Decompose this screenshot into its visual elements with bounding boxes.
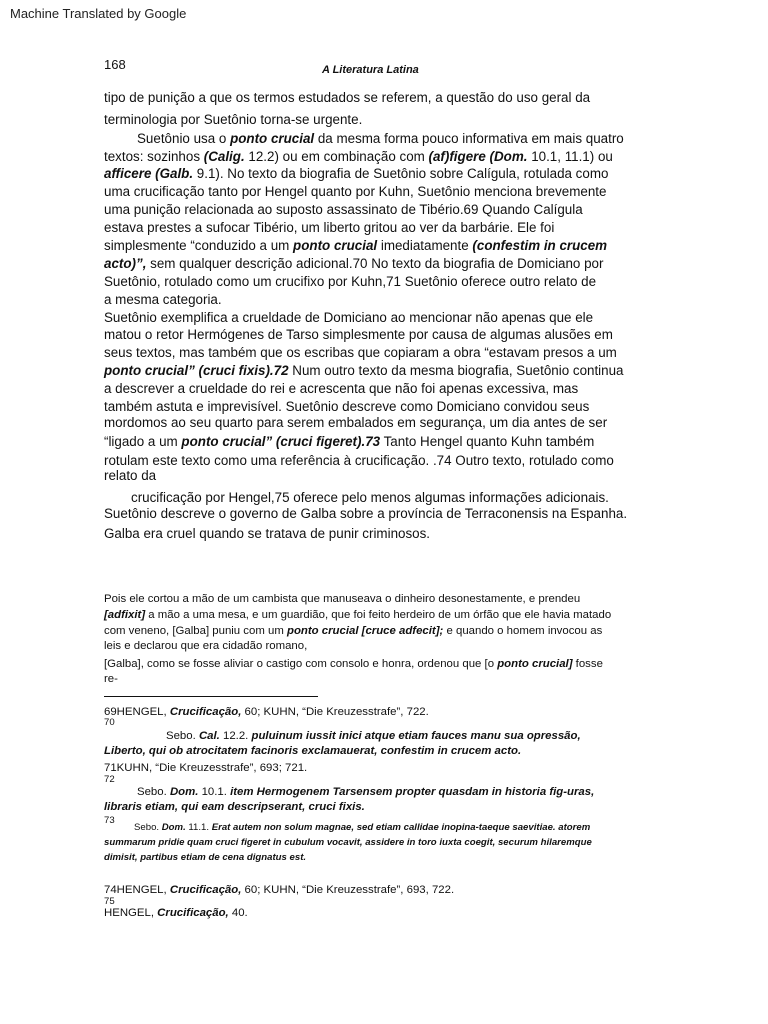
text: fosse xyxy=(572,658,603,670)
text: Sebo. xyxy=(137,786,170,798)
text: 60; KUHN, “Die Kreuzesstrafe”, 693, 722. xyxy=(241,884,455,896)
footnote-divider xyxy=(104,696,318,697)
emph-term: afficere (Galb. xyxy=(104,166,194,181)
body-line: uma punição relacionada ao suposto assassinato de Tibério.69 Quando Calígula xyxy=(104,202,583,217)
emph-term: Dom. xyxy=(169,786,199,798)
body-line: a descrever a crueldade do rei e acrescenta que não foi apenas excessiva, mas xyxy=(104,381,579,396)
text: com veneno, [Galba] puniu com um xyxy=(104,625,287,637)
body-line: Suetônio, rotulado como um crucifixo por Kuhn,71 Suetônio oferece outro relato de xyxy=(104,274,597,289)
text: imediatamente xyxy=(377,238,473,253)
footnote-74 xyxy=(104,884,454,896)
emph-term: ponto crucial xyxy=(293,238,378,253)
text: 9.1). No texto da biografia de Suetônio sobre Calígula, rotulada como xyxy=(193,166,609,181)
footnote-number: 73 xyxy=(104,815,115,826)
latin-quote: item Hermogenem Tarsensem propter quasdam in historia fig-uras, xyxy=(230,786,595,798)
body-line: crucificação por Hengel,75 oferece pelo menos algumas informações adicionais. xyxy=(131,490,609,505)
body-line: Galba era cruel quando se tratava de punir criminosos. xyxy=(104,526,431,541)
text: 74HENGEL, xyxy=(104,884,170,896)
quote-line xyxy=(104,625,602,637)
emph-term: ponto crucial [cruce adfecit]; xyxy=(286,625,444,637)
quote-line xyxy=(104,658,603,670)
text: HENGEL, xyxy=(104,907,158,919)
text: 10.1, 11.1) ou xyxy=(527,149,613,164)
footnote-69 xyxy=(104,706,429,718)
body-line: seus textos, mas também que os escribas que copiaram a obra “estavam presos a um xyxy=(104,345,617,360)
emph-term: ponto crucial xyxy=(230,131,315,146)
emph-term: ponto crucial” (cruci fixis).72 xyxy=(104,363,289,378)
footnote-71: 71KUHN, “Die Kreuzesstrafe”, 693; 721. xyxy=(104,762,308,774)
machine-translated-label: Machine Translated by Google xyxy=(10,6,187,21)
body-line xyxy=(104,166,608,181)
body-line: mordomos ao seu quarto para serem embalados em segurança, um dia antes de ser xyxy=(104,415,608,430)
body-line: rotulam este texto como uma referência à crucificação. .74 Outro texto, rotulado como xyxy=(104,453,614,468)
text: 11.1. xyxy=(185,822,212,833)
text: Num outro texto da mesma biografia, Suetônio continua xyxy=(288,363,624,378)
body-line: a mesma categoria. xyxy=(104,292,222,307)
emph-term: acto)”, xyxy=(104,256,147,271)
text: sem qualquer descrição adicional.70 No texto da biografia de Domiciano por xyxy=(146,256,604,271)
text: 12.2) ou em combinação com xyxy=(244,149,429,164)
text: 12.2. xyxy=(219,730,252,742)
emph-term: (Calig. xyxy=(203,149,245,164)
emph-term: Dom. xyxy=(161,822,186,833)
footnote-72-cont: libraris etiam, qui eam descripserant, cruci fixis. xyxy=(104,801,365,813)
running-head: A Literatura Latina xyxy=(322,64,419,76)
quote-line: Pois ele cortou a mão de um cambista que manuseava o dinheiro desonestamente, e prendeu xyxy=(104,593,581,605)
body-line: uma crucificação tanto por Hengel quanto por Kuhn, Suetônio menciona brevemente xyxy=(104,184,607,199)
text: Sebo. xyxy=(166,730,199,742)
text: 60; KUHN, “Die Kreuzesstrafe”, 722. xyxy=(241,706,429,718)
emph-term: Cal. xyxy=(198,730,220,742)
footnote-number: 72 xyxy=(104,774,115,785)
body-line: relato da xyxy=(104,468,157,483)
emph-term: Crucificação, xyxy=(169,706,242,718)
latin-quote: puluinum iussit inici atque etiam fauces manu sua opressão, xyxy=(251,730,581,742)
body-line: estava prestes a sufocar Tibério, um liberto gritou ao ver da barbárie. Ele foi xyxy=(104,220,555,235)
latin-quote: Erat autem non solum magnae, sed etiam callidae inopina-taeque saevitiae. atorem xyxy=(211,822,591,833)
text: Sebo. xyxy=(134,822,162,833)
emph-term: [adfixit] xyxy=(104,609,146,621)
emph-term: (af)figere (Dom. xyxy=(428,149,528,164)
emph-term: ponto crucial] xyxy=(497,658,573,670)
body-line: tipo de punição a que os termos estudados se referem, a questão do uso geral da xyxy=(104,90,591,105)
text: “ligado a um xyxy=(104,434,182,449)
body-line xyxy=(104,434,594,449)
body-line: terminologia por Suetônio torna-se urgente. xyxy=(104,112,363,127)
body-line xyxy=(104,149,613,164)
body-line: matou o retor Hermógenes de Tarso simplesmente por causa de algumas alusões em xyxy=(104,327,613,342)
text: simplesmente “conduzido a um xyxy=(104,238,294,253)
text: textos: sozinhos xyxy=(104,149,204,164)
emph-term: ponto crucial” (cruci figeret).73 xyxy=(181,434,381,449)
text: 40. xyxy=(228,907,248,919)
page-number: 168 xyxy=(104,57,126,72)
body-line: Suetônio exemplifica a crueldade de Domiciano ao mencionar não apenas que ele xyxy=(104,310,594,325)
text: Suetônio usa o xyxy=(137,131,231,146)
text: Tanto Hengel quanto Kuhn também xyxy=(380,434,595,449)
emph-term: Crucificação, xyxy=(157,907,229,919)
body-line xyxy=(137,131,624,146)
quote-line xyxy=(104,609,611,621)
footnote-73 xyxy=(134,822,590,833)
body-line xyxy=(104,256,603,271)
footnote-72 xyxy=(137,786,594,798)
text: da mesma forma pouco informativa em mais quatro xyxy=(314,131,624,146)
text: [Galba], como se fosse aliviar o castigo com consolo e honra, ordenou que [o xyxy=(104,658,498,670)
footnote-70 xyxy=(166,730,581,742)
text: 69HENGEL, xyxy=(104,706,170,718)
footnote-75 xyxy=(104,907,248,919)
footnote-number: 75 xyxy=(104,896,115,907)
body-line: Suetônio descreve o governo de Galba sobre a província de Terraconensis na Espanha. xyxy=(104,506,628,521)
body-line: também astuta e imprevisível. Suetônio descreve como Domiciano convidou seus xyxy=(104,399,590,414)
footnote-73-cont: summarum pridie quam cruci figeret in cubulum vocavit, assidere in toro iuxta coegit, securum hilaremque xyxy=(104,837,592,848)
footnote-number: 70 xyxy=(104,717,115,728)
body-line xyxy=(104,363,624,378)
quote-line: re- xyxy=(104,673,118,685)
footnote-73-cont: dimisit, partibus etiam de cena dignatus est. xyxy=(104,852,307,863)
quote-line: leis e declarou que era cidadão romano, xyxy=(104,640,308,652)
text: 10.1. xyxy=(198,786,231,798)
emph-term: (confestim in crucem xyxy=(472,238,608,253)
emph-term: Crucificação, xyxy=(169,884,242,896)
body-line xyxy=(104,238,607,253)
text: e quando o homem invocou as xyxy=(443,625,603,637)
footnote-70-cont: Liberto, qui ob atrocitatem facinoris exclamauerat, confestim in crucem acto. xyxy=(104,745,522,757)
text: a mão a uma mesa, e um guardião, que foi feito herdeiro de um órfão que ele havia matado xyxy=(145,609,612,621)
